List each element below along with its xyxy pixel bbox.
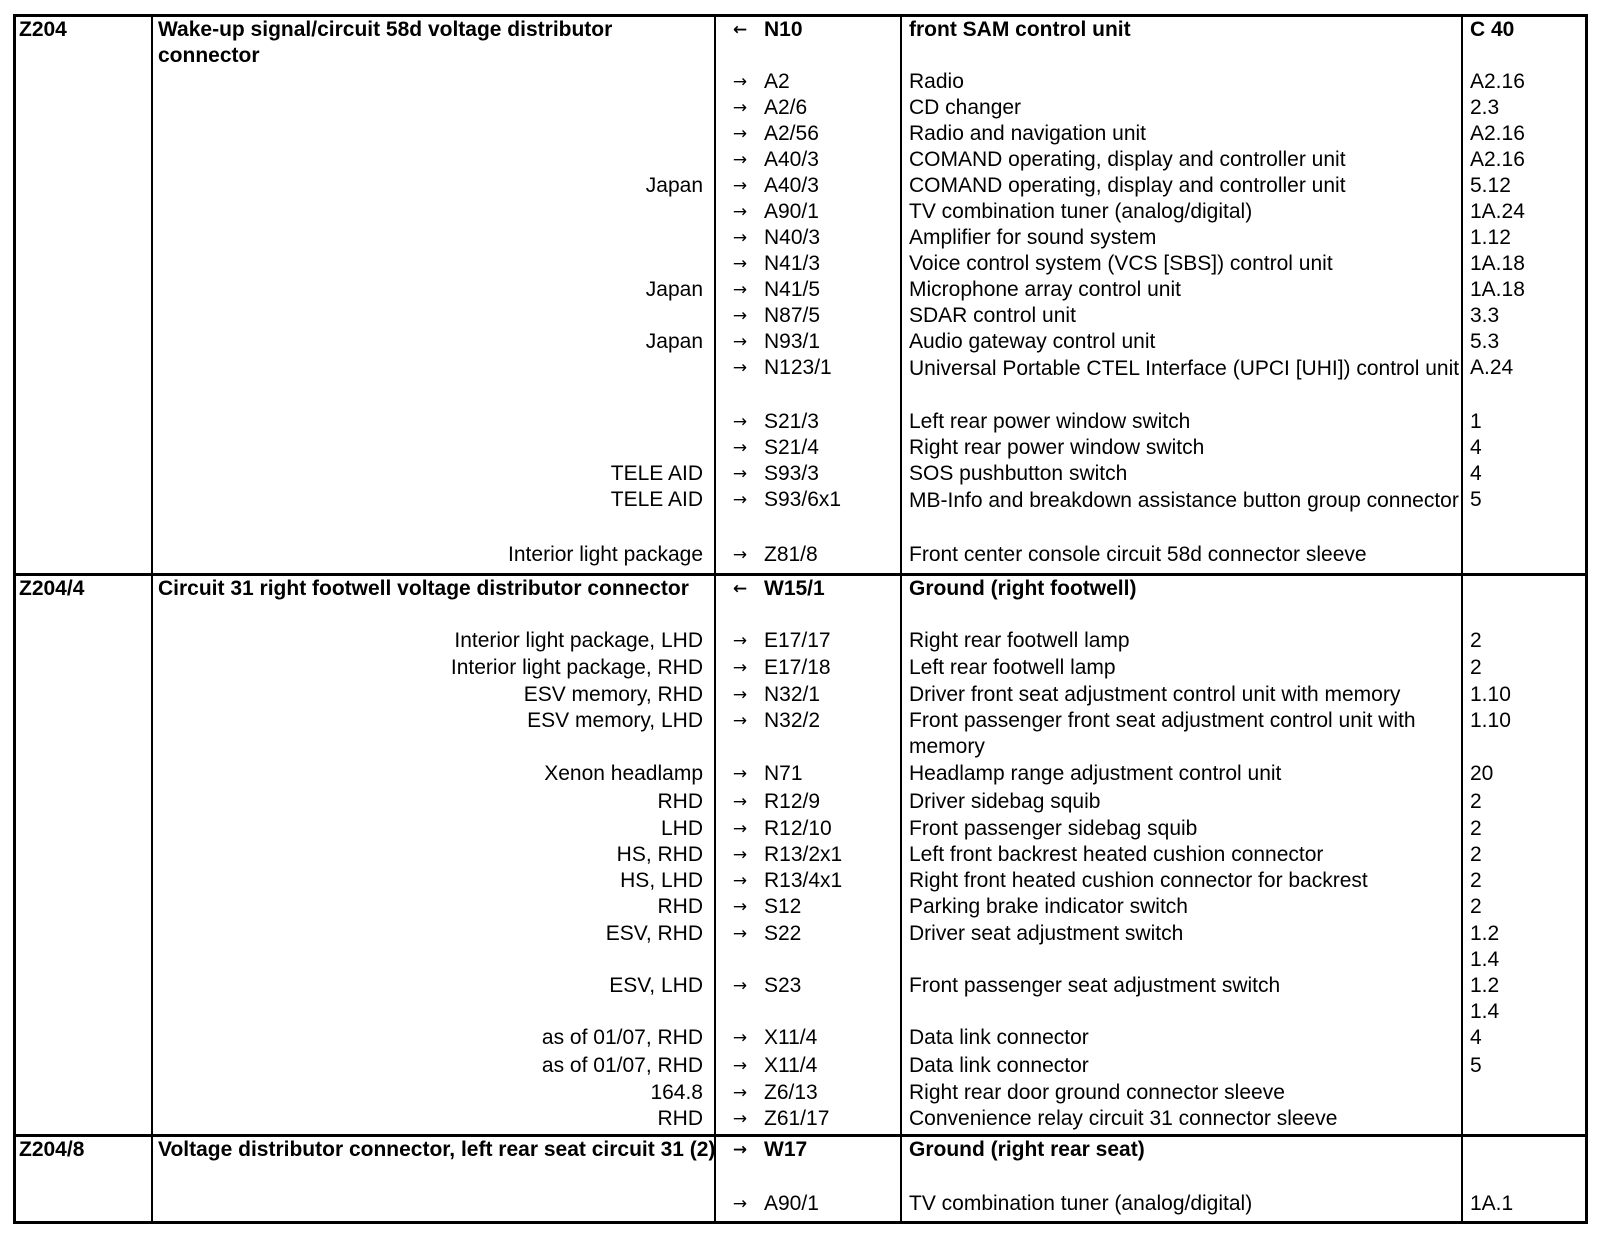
table-row — [16, 461, 1585, 487]
connector-description: Voltage distributor connector, left rear seat circuit 31 (2) — [158, 1138, 716, 1161]
row-code: R12/9 — [764, 790, 821, 813]
row-name: Data link connector — [909, 1054, 1089, 1077]
source-ref: C 40 — [1470, 18, 1515, 41]
group-header-row — [16, 17, 1585, 69]
row-ref: A.24 — [1470, 356, 1514, 379]
row-ref: 1A.18 — [1470, 252, 1525, 275]
row-code: N40/3 — [764, 226, 821, 249]
row-ref: 5.12 — [1470, 174, 1511, 197]
row-ref: 1A.1 — [1470, 1192, 1514, 1215]
arrow-out-icon: → — [732, 1109, 748, 1129]
row-ref: 1.2 1.4 — [1470, 974, 1500, 1023]
row-name: Audio gateway control unit — [909, 330, 1156, 353]
arrow-out-icon: → — [732, 871, 748, 891]
row-code: N32/1 — [764, 683, 821, 706]
row-name: Right front heated cushion connector for backrest — [909, 869, 1368, 892]
arrow-out-icon: → — [732, 98, 748, 118]
table-row — [16, 173, 1585, 199]
table-row — [16, 199, 1585, 225]
row-ref: 2.3 — [1470, 96, 1500, 119]
row-ref: 1A.24 — [1470, 200, 1525, 223]
row-code: R13/2x1 — [764, 843, 843, 866]
arrow-out-icon: → — [732, 438, 748, 458]
arrow-out-icon: → — [732, 306, 748, 326]
row-condition: HS, LHD — [620, 869, 703, 892]
row-code: N41/5 — [764, 278, 821, 301]
table-row — [16, 277, 1585, 303]
row-name: Right rear power window switch — [909, 436, 1205, 459]
row-condition: LHD — [660, 817, 703, 840]
connector-description: Wake-up signal/circuit 58d voltage distributor connector — [158, 18, 613, 67]
group-header-row — [16, 576, 1585, 628]
connector-group — [13, 14, 1588, 576]
row-ref: 2 — [1470, 656, 1482, 679]
row-ref: 1A.18 — [1470, 278, 1525, 301]
row-code: Z81/8 — [764, 543, 818, 566]
row-ref: 1.12 — [1470, 226, 1511, 249]
connector-description: Circuit 31 right footwell voltage distributor connector — [158, 577, 689, 600]
row-code: X11/4 — [764, 1026, 818, 1049]
arrow-out-icon: → — [732, 545, 748, 565]
row-name: SOS pushbutton switch — [909, 462, 1128, 485]
row-condition: as of 01/07, RHD — [541, 1026, 703, 1049]
arrow-out-icon: → — [732, 228, 748, 248]
table-row — [16, 95, 1585, 121]
row-name: Right rear door ground connector sleeve — [909, 1081, 1285, 1104]
row-condition: Japan — [645, 278, 703, 301]
table-row — [16, 487, 1585, 542]
row-name: Parking brake indicator switch — [909, 895, 1188, 918]
table-row — [16, 303, 1585, 329]
row-condition: RHD — [657, 895, 703, 918]
arrow-out-icon: → — [732, 1140, 748, 1160]
row-code: A90/1 — [764, 200, 819, 223]
row-name: Radio and navigation unit — [909, 122, 1147, 145]
arrow-out-icon: → — [732, 631, 748, 651]
table-row — [16, 69, 1585, 95]
table-row — [16, 628, 1585, 655]
table-row — [16, 225, 1585, 251]
arrow-out-icon: → — [732, 711, 748, 731]
row-code: S22 — [764, 922, 802, 945]
row-name: Left front backrest heated cushion connector — [909, 843, 1324, 866]
row-name: Headlamp range adjustment control unit — [909, 762, 1282, 785]
table-row — [16, 655, 1585, 682]
row-name: MB-Info and breakdown assistance button group connector — [909, 489, 1459, 512]
connector-group — [13, 573, 1588, 1137]
row-condition: ESV, LHD — [609, 974, 703, 997]
arrow-out-icon: → — [732, 685, 748, 705]
table-row — [16, 1080, 1585, 1106]
connector-id: Z204/8 — [19, 1138, 85, 1161]
arrow-out-icon: → — [732, 764, 748, 784]
row-ref: 2 — [1470, 895, 1482, 918]
row-code: S23 — [764, 974, 802, 997]
row-code: A2 — [764, 70, 790, 93]
row-condition: Interior light package — [508, 543, 703, 566]
table-row — [16, 708, 1585, 761]
arrow-out-icon: → — [732, 658, 748, 678]
row-code: S21/4 — [764, 436, 819, 459]
row-code: E17/17 — [764, 629, 831, 652]
row-name: Amplifier for sound system — [909, 226, 1157, 249]
row-code: A40/3 — [764, 174, 819, 197]
row-ref: A2.16 — [1470, 70, 1525, 93]
arrow-out-icon: → — [732, 332, 748, 352]
row-code: R13/4x1 — [764, 869, 843, 892]
connector-group — [13, 1134, 1588, 1224]
row-code: Z6/13 — [764, 1081, 818, 1104]
row-condition: Japan — [645, 174, 703, 197]
table-row — [16, 329, 1585, 355]
row-code: N123/1 — [764, 356, 832, 379]
row-name: Driver sidebag squib — [909, 790, 1101, 813]
table-row — [16, 894, 1585, 921]
arrow-out-icon: → — [732, 202, 748, 222]
arrow-out-icon: → — [732, 819, 748, 839]
row-ref: 5 — [1470, 1054, 1482, 1077]
source-name: front SAM control unit — [909, 18, 1131, 41]
row-ref: 4 — [1470, 436, 1482, 459]
source-code: W15/1 — [764, 577, 825, 600]
row-code: N93/1 — [764, 330, 821, 353]
row-ref: 2 — [1470, 817, 1482, 840]
arrow-in-icon: ← — [732, 579, 748, 599]
row-ref: 20 — [1470, 762, 1494, 785]
row-code: Z61/17 — [764, 1107, 830, 1130]
row-condition: Interior light package, RHD — [450, 656, 703, 679]
row-ref: 5.3 — [1470, 330, 1500, 353]
row-name: Voice control system (VCS [SBS]) control unit — [909, 252, 1333, 275]
table-row — [16, 761, 1585, 789]
group-header-row — [16, 1137, 1585, 1191]
row-name: Front passenger sidebag squib — [909, 817, 1198, 840]
arrow-out-icon: → — [732, 176, 748, 196]
row-name: Driver front seat adjustment control unit with memory — [909, 683, 1401, 706]
row-code: N71 — [764, 762, 803, 785]
arrow-out-icon: → — [732, 1083, 748, 1103]
arrow-out-icon: → — [732, 124, 748, 144]
row-name: Convenience relay circuit 31 connector sleeve — [909, 1107, 1338, 1130]
table-row — [16, 1191, 1585, 1217]
row-name: Microphone array control unit — [909, 278, 1181, 301]
row-ref: A2.16 — [1470, 122, 1525, 145]
row-condition: Xenon headlamp — [544, 762, 703, 785]
source-name: Ground (right rear seat) — [909, 1138, 1145, 1161]
arrow-out-icon: → — [732, 358, 748, 378]
table-row — [16, 973, 1585, 1025]
row-code: A40/3 — [764, 148, 819, 171]
row-condition: ESV memory, LHD — [527, 709, 703, 732]
row-ref: 2 — [1470, 843, 1482, 866]
row-ref: 1 — [1470, 410, 1482, 433]
row-name: COMAND operating, display and controller unit — [909, 174, 1346, 197]
table-row — [16, 409, 1585, 435]
row-condition: as of 01/07, RHD — [541, 1054, 703, 1077]
arrow-out-icon: → — [732, 280, 748, 300]
row-name: Front center console circuit 58d connector sleeve — [909, 543, 1367, 566]
table-row — [16, 816, 1585, 842]
row-condition: ESV, RHD — [605, 922, 703, 945]
connector-table — [13, 14, 1588, 1224]
table-row — [16, 542, 1585, 568]
row-code: N41/3 — [764, 252, 821, 275]
arrow-out-icon: → — [732, 150, 748, 170]
row-code: X11/4 — [764, 1054, 818, 1077]
row-name: Left rear footwell lamp — [909, 656, 1116, 679]
row-ref: A2.16 — [1470, 148, 1525, 171]
row-condition: 164.8 — [650, 1081, 703, 1104]
row-condition: Japan — [645, 330, 703, 353]
arrow-out-icon: → — [732, 897, 748, 917]
arrow-out-icon: → — [732, 72, 748, 92]
arrow-out-icon: → — [732, 976, 748, 996]
arrow-out-icon: → — [732, 924, 748, 944]
row-code: S93/3 — [764, 462, 819, 485]
row-name: COMAND operating, display and controller unit — [909, 148, 1346, 171]
row-ref: 2 — [1470, 629, 1482, 652]
row-name: Left rear power window switch — [909, 410, 1191, 433]
table-row — [16, 1106, 1585, 1132]
row-ref: 4 — [1470, 462, 1482, 485]
row-name: Front passenger seat adjustment switch — [909, 974, 1281, 997]
table-row — [16, 1025, 1585, 1053]
row-name: Right rear footwell lamp — [909, 629, 1130, 652]
row-code: S21/3 — [764, 410, 819, 433]
row-ref: 2 — [1470, 790, 1482, 813]
row-condition: RHD — [657, 1107, 703, 1130]
row-condition: TELE AID — [610, 488, 703, 511]
arrow-out-icon: → — [732, 464, 748, 484]
row-name: Front passenger front seat adjustment control unit with memory — [909, 709, 1416, 758]
arrow-out-icon: → — [732, 1056, 748, 1076]
source-name: Ground (right footwell) — [909, 577, 1137, 600]
row-ref: 1.2 1.4 — [1470, 922, 1500, 971]
row-condition: HS, RHD — [616, 843, 703, 866]
row-condition: RHD — [657, 790, 703, 813]
table-row — [16, 355, 1585, 409]
table-row — [16, 251, 1585, 277]
connector-id: Z204 — [19, 18, 67, 41]
arrow-out-icon: → — [732, 412, 748, 432]
row-ref: 1.10 — [1470, 683, 1511, 706]
row-name: TV combination tuner (analog/digital) — [909, 200, 1253, 223]
row-name: Universal Portable CTEL Interface (UPCI [UHI]) control unit — [909, 357, 1460, 380]
arrow-out-icon: → — [732, 792, 748, 812]
row-code: N87/5 — [764, 304, 821, 327]
row-code: S93/6x1 — [764, 488, 842, 511]
table-row — [16, 682, 1585, 708]
source-code: N10 — [764, 18, 803, 41]
arrow-out-icon: → — [732, 490, 748, 510]
row-name: SDAR control unit — [909, 304, 1076, 327]
source-code: W17 — [764, 1138, 808, 1161]
row-code: R12/10 — [764, 817, 832, 840]
row-ref: 4 — [1470, 1026, 1482, 1049]
arrow-in-icon: ← — [732, 20, 748, 40]
row-code: A90/1 — [764, 1192, 819, 1215]
row-name: Driver seat adjustment switch — [909, 922, 1184, 945]
row-name: Data link connector — [909, 1026, 1089, 1049]
row-ref: 3.3 — [1470, 304, 1500, 327]
table-row — [16, 435, 1585, 461]
row-condition: TELE AID — [610, 462, 703, 485]
row-code: A2/56 — [764, 122, 819, 145]
row-code: E17/18 — [764, 656, 831, 679]
row-code: N32/2 — [764, 709, 821, 732]
row-code: A2/6 — [764, 96, 808, 119]
row-name: Radio — [909, 70, 964, 93]
row-code: S12 — [764, 895, 802, 918]
table-row — [16, 147, 1585, 173]
table-row — [16, 921, 1585, 973]
arrow-out-icon: → — [732, 254, 748, 274]
arrow-out-icon: → — [732, 1028, 748, 1048]
row-ref: 1.10 — [1470, 709, 1511, 732]
row-condition: ESV memory, RHD — [523, 683, 703, 706]
row-ref: 2 — [1470, 869, 1482, 892]
table-row — [16, 1053, 1585, 1080]
connector-id: Z204/4 — [19, 577, 85, 600]
table-row — [16, 789, 1585, 816]
table-row — [16, 121, 1585, 147]
arrow-out-icon: → — [732, 845, 748, 865]
table-row — [16, 842, 1585, 868]
table-row — [16, 868, 1585, 894]
row-condition: Interior light package, LHD — [454, 629, 703, 652]
row-name: TV combination tuner (analog/digital) — [909, 1192, 1253, 1215]
row-name: CD changer — [909, 96, 1022, 119]
arrow-out-icon: → — [732, 1194, 748, 1214]
row-ref: 5 — [1470, 488, 1482, 511]
